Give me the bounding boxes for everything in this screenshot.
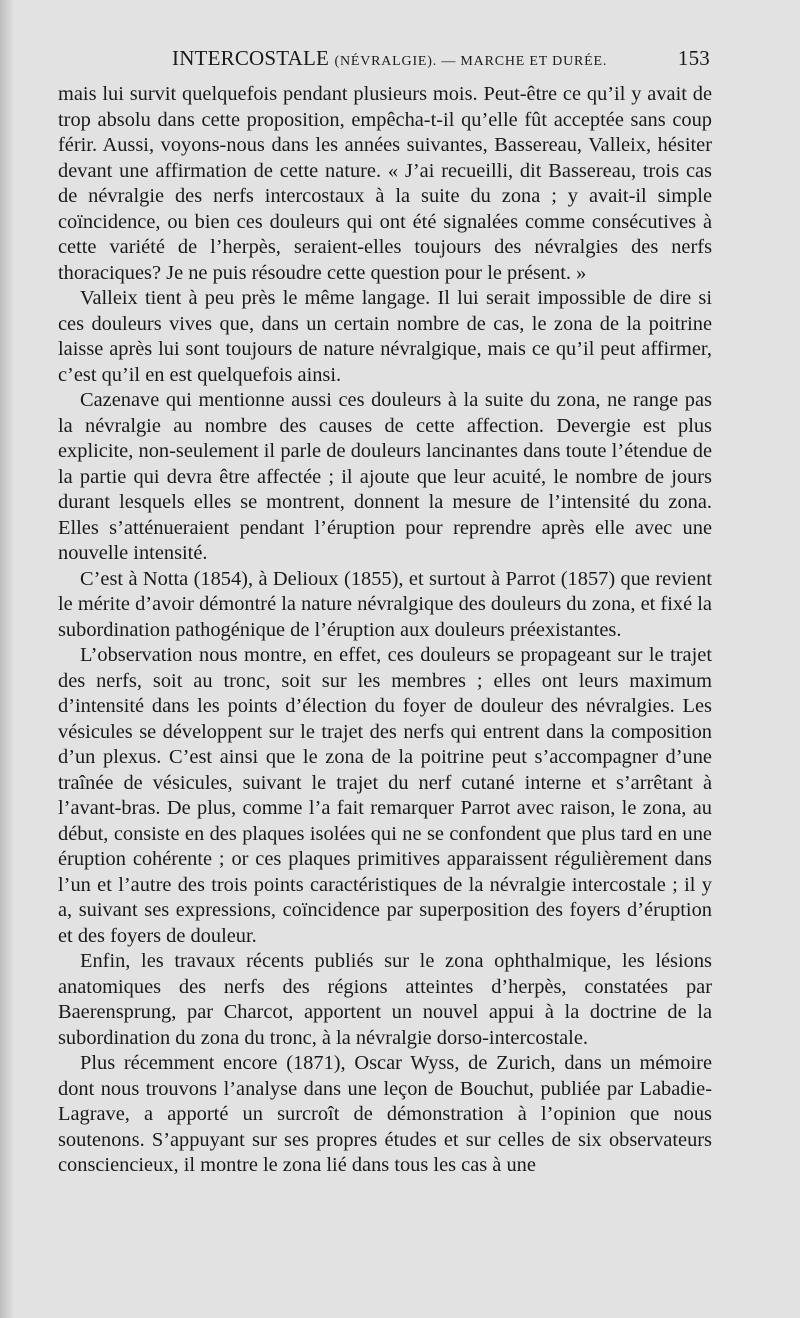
running-head-subtitle: (NÉVRALGIE). — MARCHE ET DURÉE. [334,54,608,69]
body-text [58,82,712,1179]
running-head [60,44,710,74]
page-number: 153 [677,46,710,70]
paragraph-3: Cazenave qui mentionne aussi ces douleurs à la suite du zona, ne range pas la névralgie au nombre des causes de cette affection. Devergie est plus explicite, non-seulement il parle de douleurs lancinantes dans toute l’étendue de la partie qui devra être affectée ; il ajoute que leur acuité, le nombre de jours durant lesquels elles se montrent, donnent la mesure de l’intensité du zona. Elles s’atténueraient pendant l’éruption pour reprendre après elle avec une nouvelle intensité. [58,389,712,564]
paragraph-1: mais lui survit quelquefois pendant plusieurs mois. Peut-être ce qu’il y avait de trop absolu dans cette proposition, empêcha-t-il qu’elle fût acceptée sans coup férir. Aussi, voyons-nous dans les années suivantes, Bassereau, Valleix, hésiter devant une affirmation de cette nature. « J’ai recueilli, dit Bassereau, trois cas de névralgie des nerfs intercostaux à la suite du zona ; y avait-il simple coïncidence, ou bien ces douleurs qui ont été signalées comme consécutives à cette variété de l’herpès, seraient-elles toujours des névralgies des nerfs thoraciques? Je ne puis résoudre cette question pour le présent. » [58,83,712,284]
running-head-main: INTERCOSTALE [172,46,330,70]
paragraph-2: Valleix tient à peu près le même langage. Il lui serait impossible de dire si ces douleurs vives que, dans un certain nombre de cas, le zona de la poitrine laisse après lui sont toujours de nature névralgique, mais ce qu’il peut affirmer, c’est qu’il en est quelquefois ainsi. [58,287,712,386]
running-head-title [172,46,607,71]
paragraph-4: C’est à Notta (1854), à Delioux (1855), et surtout à Parrot (1857) que revient le mérite d’avoir démontré la nature névralgique des douleurs du zona, et fixé la subordination pathogénique de l’éruption aux douleurs préexistantes. [58,567,712,641]
paragraph-6: Enfin, les travaux récents publiés sur le zona ophthalmique, les lésions anatomiques des nerfs des régions atteintes d’herpès, constatées par Baerensprung, par Charcot, apportent un nouvel appui à la doctrine de la subordination du zona du tronc, à la névralgie dorso-intercostale. [58,950,712,1049]
paragraph-5: L’observation nous montre, en effet, ces douleurs se propageant sur le trajet des nerfs, soit au tronc, soit sur les membres ; elles ont leurs maximum d’intensité dans les points d’élection du foyer de douleur des névralgies. Les vésicules se développent sur le trajet des nerfs qui entrent dans la composition d’un plexus. C’est ainsi que le zona de la poitrine peut s’accompagner d’une traînée de vésicules, suivant le trajet du nerf cutané interne et s’arrêtant à l’avant-bras. De plus, comme l’a fait remarquer Parrot avec raison, le zona, au début, consiste en des plaques isolées qui ne se confondent que plus tard en une éruption cohérente ; or ces plaques primitives apparaissent régulièrement dans l’un et l’autre des trois points caractéristiques de la névralgie intercostale ; il y a, suivant ses expressions, coïncidence par superposition des foyers d’éruption et des foyers de douleur. [58,644,712,947]
binding-shadow [0,0,14,1318]
paragraph-7: Plus récemment encore (1871), Oscar Wyss, de Zurich, dans un mémoire dont nous trouvons l’analyse dans une leçon de Bouchut, publiée par Labadie-Lagrave, a apporté un surcroît de démonstration à l’opinion que nous soutenons. S’appuyant sur ses propres études et sur celles de six observateurs consciencieux, il montre le zona lié dans tous les cas à une [58,1052,712,1176]
